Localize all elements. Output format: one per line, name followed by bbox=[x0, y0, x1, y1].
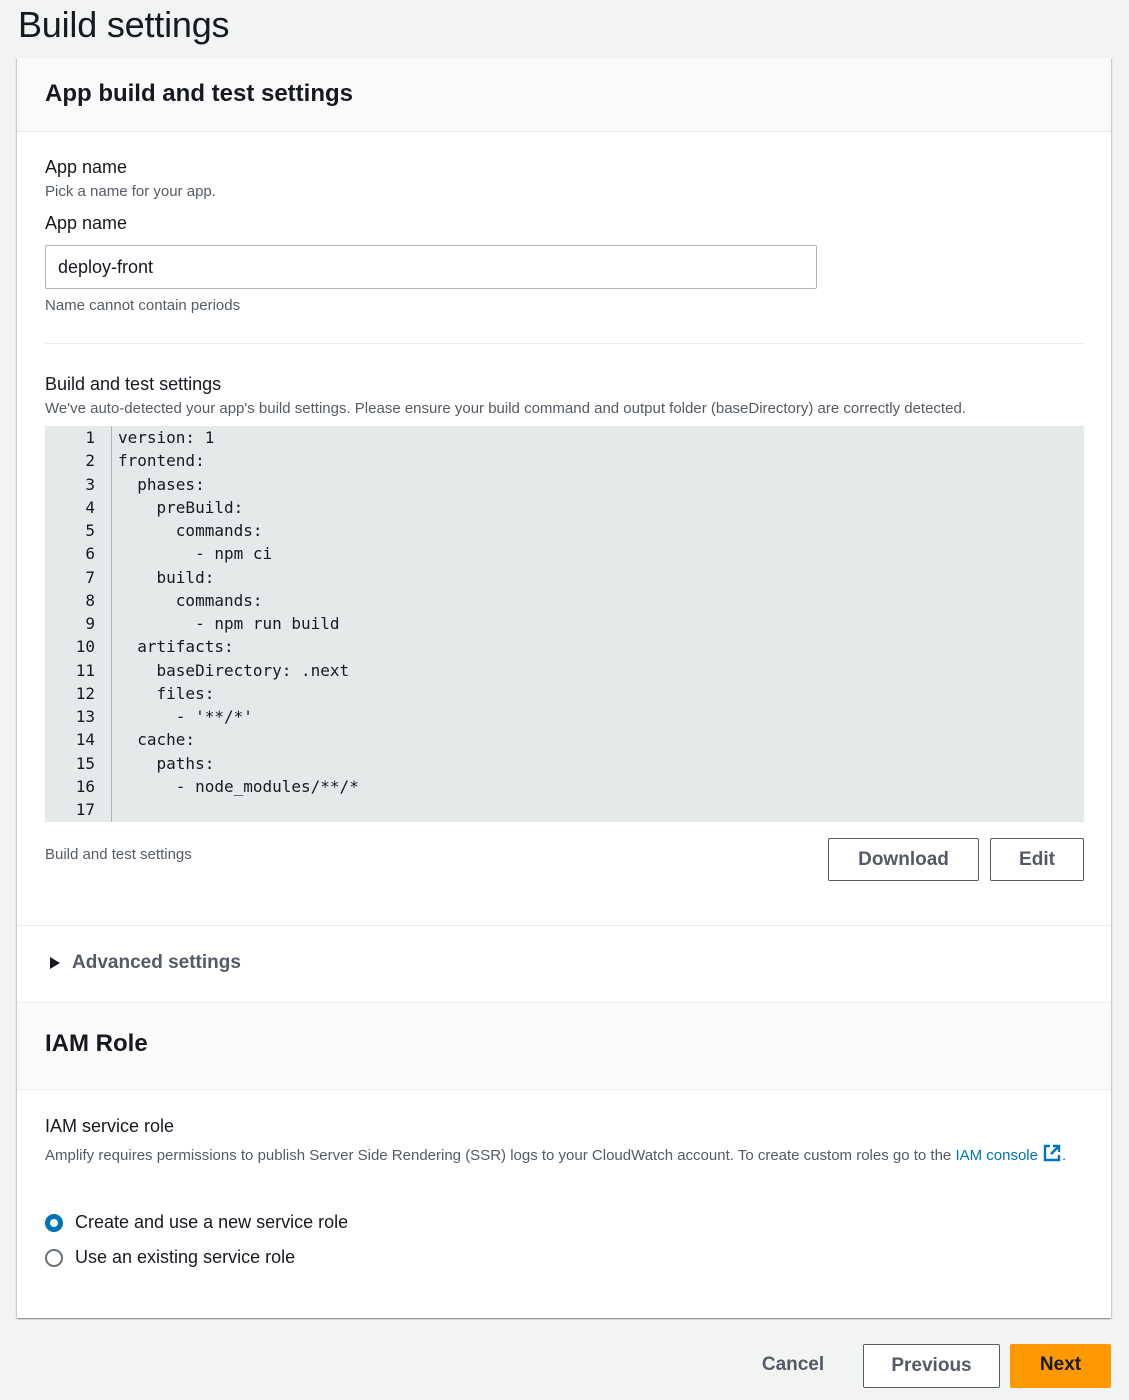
line-number: 11 bbox=[75, 660, 95, 680]
code-line[interactable] bbox=[45, 426, 1084, 449]
build-spec-code-editor[interactable] bbox=[45, 426, 1084, 822]
line-number: 9 bbox=[85, 614, 95, 633]
advanced-divider bbox=[17, 925, 1111, 926]
code-line[interactable] bbox=[45, 659, 1084, 682]
code-text[interactable]: files: bbox=[118, 683, 215, 703]
console-link[interactable]: console bbox=[986, 1147, 1038, 1164]
build-settings-panel bbox=[17, 58, 1111, 1318]
code-text[interactable]: cache: bbox=[118, 730, 196, 750]
iam-link[interactable]: IAM bbox=[955, 1147, 983, 1164]
app-settings-title: App build and test settings bbox=[45, 80, 354, 107]
radio-unselected-icon[interactable] bbox=[45, 1249, 63, 1267]
app-name-label: App name bbox=[45, 157, 128, 177]
code-text[interactable]: - node_modules/**/* bbox=[118, 776, 359, 796]
radio-create-new-role-label: Create and use a new service role bbox=[75, 1212, 349, 1232]
iam-desc-text: Amplify requires permissions to publish Server Side Rendering (SSR) logs to your CloudWatch account. To create custom roles go to the bbox=[45, 1147, 952, 1164]
code-line[interactable] bbox=[45, 728, 1084, 751]
radio-use-existing-role[interactable] bbox=[45, 1247, 295, 1268]
code-text[interactable]: version: 1 bbox=[118, 428, 215, 447]
code-text[interactable]: build: bbox=[118, 567, 215, 587]
line-number: 15 bbox=[75, 753, 95, 773]
iam-desc-end: . bbox=[1061, 1147, 1067, 1164]
code-text[interactable]: frontend: bbox=[118, 451, 205, 471]
line-number: 6 bbox=[85, 544, 95, 564]
line-number: 7 bbox=[85, 567, 95, 587]
line-number: 14 bbox=[75, 730, 95, 750]
code-line[interactable] bbox=[45, 612, 1084, 635]
iam-service-role-label: IAM service role bbox=[45, 1116, 175, 1136]
line-number: 12 bbox=[75, 683, 95, 703]
code-text[interactable]: commands: bbox=[118, 590, 263, 610]
app-name-input[interactable]: deploy-front bbox=[45, 245, 817, 289]
app-name-description: Pick a name for your app. bbox=[45, 183, 216, 200]
build-settings-footer-label: Build and test settings bbox=[45, 846, 192, 863]
line-number: 17 bbox=[75, 800, 95, 819]
app-name-hint: Name cannot contain periods bbox=[45, 297, 241, 314]
build-settings-description: We've auto-detected your app's build settings. Please ensure your build command and output folder (baseDirectory) are correctly detected. bbox=[45, 400, 966, 417]
code-line[interactable] bbox=[45, 473, 1084, 496]
iam-role-title: IAM Role bbox=[45, 1030, 148, 1057]
code-line[interactable] bbox=[45, 589, 1084, 612]
build-settings-label: Build and test settings bbox=[45, 374, 222, 394]
line-number: 5 bbox=[85, 521, 95, 540]
app-settings-header bbox=[17, 58, 1111, 132]
code-text[interactable]: - '**/*' bbox=[118, 707, 253, 726]
iam-role-header bbox=[17, 1002, 1111, 1090]
code-line[interactable] bbox=[45, 682, 1084, 705]
radio-selected-icon[interactable] bbox=[45, 1214, 63, 1232]
line-number: 2 bbox=[85, 451, 95, 471]
code-text[interactable]: preBuild: bbox=[118, 497, 244, 517]
edit-button[interactable]: Edit bbox=[990, 838, 1084, 881]
code-text[interactable]: paths: bbox=[118, 753, 215, 773]
code-line[interactable] bbox=[45, 496, 1084, 519]
page-title: Build settings bbox=[18, 4, 230, 45]
code-line[interactable] bbox=[45, 775, 1084, 798]
code-text[interactable]: phases: bbox=[118, 474, 205, 494]
line-number: 4 bbox=[85, 497, 95, 517]
code-line[interactable] bbox=[45, 566, 1084, 589]
line-number: 1 bbox=[85, 428, 95, 447]
code-line[interactable] bbox=[45, 449, 1084, 472]
app-name-field-label: App name bbox=[45, 213, 128, 233]
code-line[interactable] bbox=[45, 542, 1084, 565]
cancel-button[interactable]: Cancel bbox=[761, 1354, 825, 1375]
external-link-icon[interactable] bbox=[1042, 1143, 1062, 1170]
code-text[interactable]: commands: bbox=[118, 521, 263, 540]
next-button[interactable]: Next bbox=[1010, 1344, 1111, 1388]
previous-button[interactable]: Previous bbox=[863, 1344, 1000, 1388]
radio-create-new-role[interactable] bbox=[45, 1212, 348, 1233]
line-number: 10 bbox=[75, 637, 95, 657]
section-divider bbox=[45, 343, 1084, 344]
radio-use-existing-role-label: Use an existing service role bbox=[75, 1247, 296, 1267]
code-line[interactable] bbox=[45, 752, 1084, 775]
advanced-settings-toggle[interactable] bbox=[50, 952, 241, 974]
code-line[interactable] bbox=[45, 705, 1084, 728]
line-number: 8 bbox=[85, 590, 95, 610]
code-text[interactable]: - npm ci bbox=[118, 544, 273, 564]
line-number: 3 bbox=[85, 474, 95, 494]
code-line[interactable] bbox=[45, 519, 1084, 542]
caret-right-icon bbox=[50, 957, 60, 969]
code-line[interactable] bbox=[45, 798, 1084, 821]
line-number: 16 bbox=[75, 776, 95, 796]
advanced-settings-label: Advanced settings bbox=[72, 952, 241, 973]
download-button[interactable]: Download bbox=[828, 838, 979, 881]
code-line[interactable] bbox=[45, 635, 1084, 658]
code-text[interactable]: artifacts: bbox=[118, 637, 234, 657]
line-number: 13 bbox=[75, 707, 95, 726]
code-text[interactable]: baseDirectory: .next bbox=[118, 660, 350, 680]
iam-service-role-description bbox=[45, 1143, 1090, 1170]
code-text[interactable]: - npm run build bbox=[118, 614, 340, 633]
